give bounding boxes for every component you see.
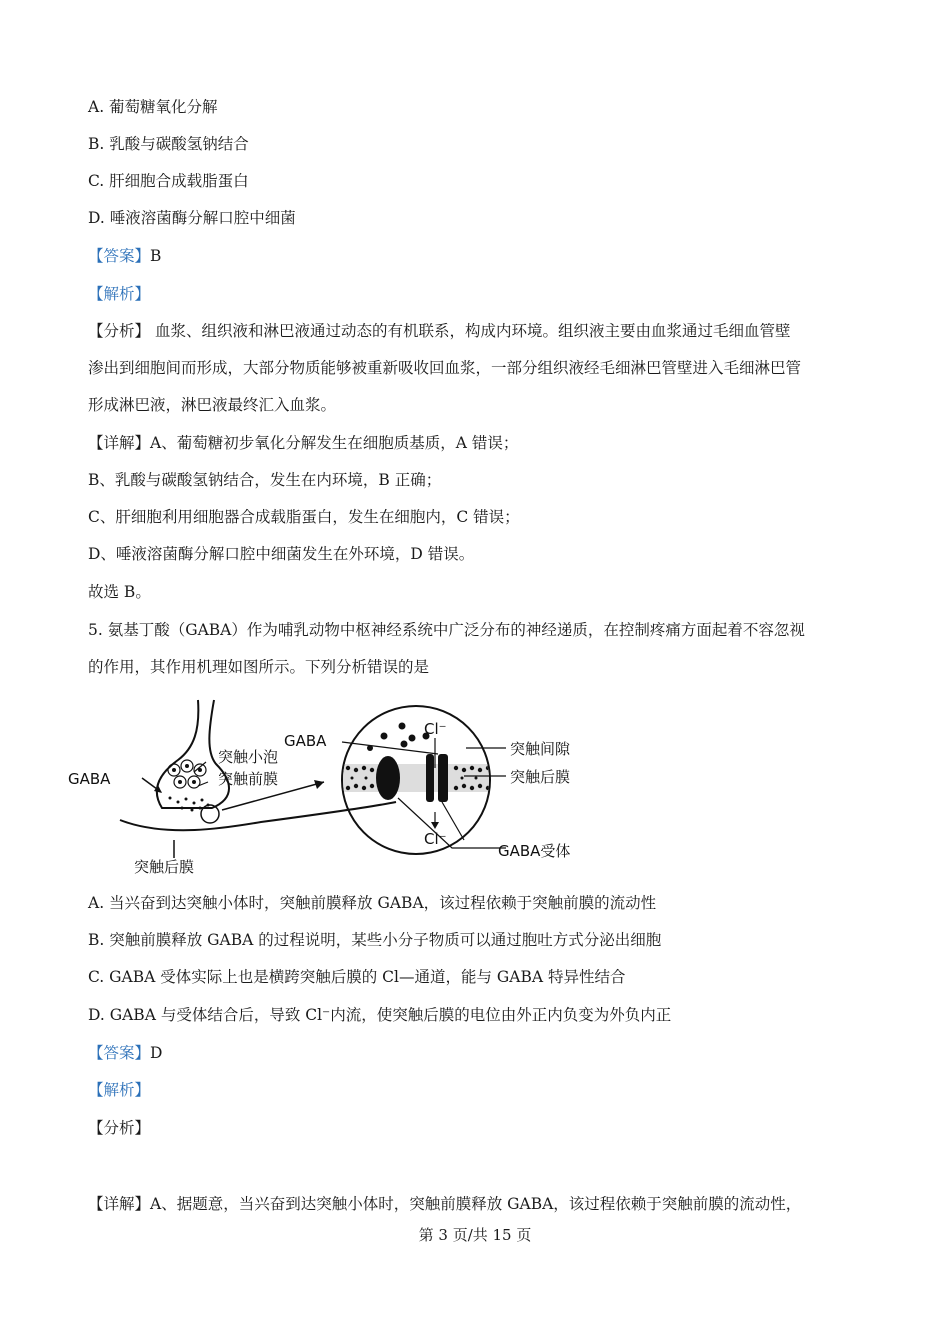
detail-tag: 【详解】 <box>88 1195 151 1213</box>
q5-stem-line-2: 的作用，其作用机理如图所示。下列分析错误的是 <box>88 658 430 676</box>
q4-detail-line-5: 故选 B。 <box>88 583 151 601</box>
q4-analysis-line-3: 形成淋巴液，淋巴液最终汇入血浆。 <box>88 396 337 414</box>
q4-option-a: A. 葡萄糖氧化分解 <box>88 98 218 116</box>
label-gaba-circle: GABA <box>284 732 327 750</box>
q4-analysis-line-2: 渗出到细胞间而形成，大部分物质能够被重新吸收回血浆，一部分组织液经毛细淋巴管壁进入毛细淋巴管 <box>88 359 802 377</box>
q4-jiexi-tag: 【解析】 <box>88 285 151 303</box>
answer-value: B <box>150 247 162 265</box>
answer-value: D <box>150 1044 163 1062</box>
released-gaba-dots <box>169 797 210 812</box>
channel-left-half <box>426 754 434 802</box>
analysis-text: 血浆、组织液和淋巴液通过动态的有机联系，构成内环境。组织液主要由血浆通过毛细血管壁 <box>150 322 791 340</box>
detail-text: A、葡萄糖初步氧化分解发生在细胞质基质，A 错误； <box>150 434 519 452</box>
q5-detail-line-1 <box>88 1193 801 1215</box>
answer-tag: 【答案】 <box>88 247 151 265</box>
label-cl-bottom: Cl⁻ <box>424 830 447 848</box>
q4-detail-line-2: B、乳酸与碳酸氢钠结合，发生在内环境，B 正确； <box>88 471 442 489</box>
q5-jiexi-tag: 【解析】 <box>88 1081 151 1099</box>
synapse-diagram <box>66 690 606 875</box>
q4-detail-line-3: C、肝细胞利用细胞器合成载脂蛋白，发生在细胞内，C 错误； <box>88 508 520 526</box>
q5-stem-line-1: 5. 氨基丁酸（GABA）作为哺乳动物中枢神经系统中广泛分布的神经递质，在控制疼痛方面起着不容忽视 <box>88 621 805 639</box>
detail-tag: 【详解】 <box>88 434 151 452</box>
q4-detail-line-1 <box>88 432 518 454</box>
label-pre-membrane: 突触前膜 <box>218 770 279 788</box>
label-post-membrane-bottom: 突触后膜 <box>134 858 195 875</box>
label-gaba-left: GABA <box>68 770 111 788</box>
q4-option-c: C. 肝细胞合成载脂蛋白 <box>88 172 249 190</box>
q5-option-b: B. 突触前膜释放 GABA 的过程说明，某些小分子物质可以通过胞吐方式分泌出细胞 <box>88 931 662 949</box>
q4-detail-line-4: D、唾液溶菌酶分解口腔中细菌发生在外环境，D 错误。 <box>88 545 475 563</box>
q5-answer <box>88 1042 162 1064</box>
q5-option-d: D. GABA 与受体结合后，导致 Cl⁻内流，使突触后膜的电位由外正内负变为外负内正 <box>88 1006 672 1024</box>
answer-tag: 【答案】 <box>88 1044 151 1062</box>
q5-option-a: A. 当兴奋到达突触小体时，突触前膜释放 GABA，该过程依赖于突触前膜的流动性 <box>88 894 657 912</box>
q4-option-d: D. 唾液溶菌酶分解口腔中细菌 <box>88 209 296 227</box>
q4-option-b: B. 乳酸与碳酸氢钠结合 <box>88 135 249 153</box>
detail-text: A、据题意，当兴奋到达突触小体时，突触前膜释放 GABA，该过程依赖于突触前膜的流动性， <box>150 1195 802 1213</box>
label-cleft: 突触间隙 <box>510 740 571 758</box>
analysis-tag: 【分析】 <box>88 322 151 340</box>
label-vesicle: 突触小泡 <box>218 748 279 766</box>
gaba-receptor-left <box>376 756 400 800</box>
q5-option-c: C. GABA 受体实际上也是横跨突触后膜的 Cl—通道，能与 GABA 特异性结合 <box>88 968 626 986</box>
label-cl-top: Cl⁻ <box>424 720 447 738</box>
q4-analysis-line-1 <box>88 320 790 342</box>
q5-analysis-tag: 【分析】 <box>88 1119 151 1137</box>
q4-answer <box>88 245 161 267</box>
label-post-membrane-right: 突触后膜 <box>510 768 571 786</box>
label-gaba-receptor: GABA受体 <box>498 842 571 860</box>
channel-right-half <box>438 754 448 802</box>
page-footer: 第 3 页/共 15 页 <box>418 1226 532 1244</box>
membrane-band <box>336 764 506 792</box>
